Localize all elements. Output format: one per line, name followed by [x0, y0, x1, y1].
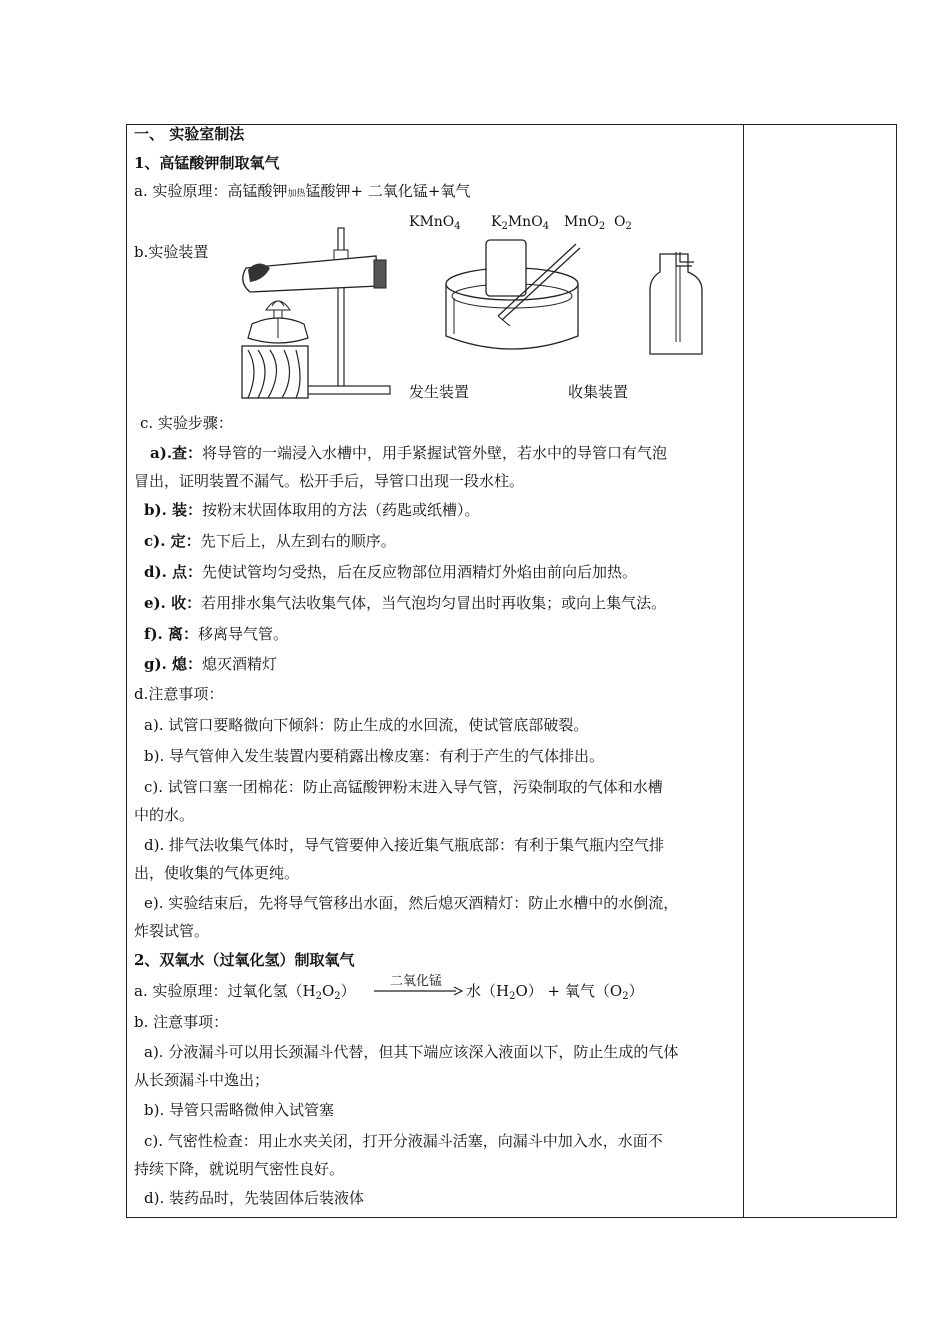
part2-principle: a. 实验原理：过氧化氢$(H_2O_2)$	[134, 982, 356, 1002]
step-load: b). 装：按粉末状固体取用的方法（药匙或纸槽）。	[144, 501, 480, 519]
generation-label: 发生装置	[409, 383, 470, 401]
part2-note-d: d). 装药品时，先装固体后装液体	[144, 1189, 364, 1207]
part2-products: 水$(H_2O)$ + 氧气$(O_2)$	[466, 982, 644, 1002]
catalyst-label: 二氧化锰	[390, 974, 443, 989]
note-d: d). 排气法收集气体时，导气管要伸入接近集气瓶底部：有利于集气瓶内空气排	[144, 836, 664, 854]
part2-note-c-cont: 持续下降，就说明气密性良好。	[134, 1160, 345, 1178]
table-column-divider	[743, 124, 744, 1218]
note-e: e). 实验结束后，先将导气管移出水面，然后熄灭酒精灯：防止水槽中的水倒流，	[144, 894, 679, 912]
step-remove: f). 离：移离导气管。	[144, 625, 289, 643]
generation-apparatus-drawing	[238, 220, 398, 402]
step-extinguish: g). 熄：熄灭酒精灯	[144, 655, 278, 673]
steps-title: c. 实验步骤：	[140, 414, 233, 432]
principle-prefix: a. 实验原理：高锰酸钾	[134, 182, 288, 200]
formula-kmno4: KMnO$_4$	[409, 214, 461, 232]
note-d-cont: 出，使收集的气体更纯。	[134, 864, 300, 882]
formula-mno2: MnO$_2$	[564, 214, 606, 232]
apparatus-label: b.实验装置	[134, 243, 209, 261]
section-title: 一、 实验室制法	[134, 125, 245, 143]
formula-k2mno4: $K_2MnO_4$	[491, 214, 550, 232]
notes-title: d.注意事项：	[134, 685, 224, 703]
formula-o2: $O_2$	[614, 214, 632, 232]
part1-principle	[134, 181, 470, 204]
part2-title: 2、双氧水（过氧化氢）制取氧气	[134, 951, 355, 969]
part2-note-a-cont: 从长颈漏斗中逸出；	[134, 1071, 270, 1089]
collection-bottle-drawing	[646, 250, 706, 360]
note-b: b). 导气管伸入发生装置内要稍露出橡皮塞：有利于产生的气体排出。	[144, 747, 604, 765]
note-e-cont: 炸裂试管。	[134, 922, 210, 940]
note-c-cont: 中的水。	[134, 806, 195, 824]
step-check-cont: 冒出，证明装置不漏气。松开手后，导管口出现一段水柱。	[134, 472, 525, 490]
principle-condition: 加热	[287, 189, 306, 199]
step-check: a).查：将导管的一端浸入水槽中，用手紧握试管外壁，若水中的导管口有气泡	[150, 444, 668, 462]
reaction-arrow	[374, 986, 464, 996]
part1-title: 1、高锰酸钾制取氧气	[134, 154, 280, 172]
note-a: a). 试管口要略微向下倾斜：防止生成的水回流，使试管底部破裂。	[144, 716, 589, 734]
part2-notes-title: b. 注意事项：	[134, 1013, 229, 1031]
step-fix: c). 定：先下后上，从左到右的顺序。	[144, 532, 396, 550]
part2-note-a: a). 分液漏斗可以用长颈漏斗代替，但其下端应该深入液面以下，防止生成的气体	[144, 1043, 679, 1061]
part2-note-b: b). 导管只需略微伸入试管塞	[144, 1101, 334, 1119]
note-c: c). 试管口塞一团棉花：防止高锰酸钾粉末进入导气管，污染制取的气体和水槽	[144, 778, 663, 796]
part2-note-c: c). 气密性检查：用止水夹关闭，打开分液漏斗活塞，向漏斗中加入水，水面不	[144, 1132, 663, 1150]
step-collect: e). 收：若用排水集气法收集气体，当气泡均匀冒出时再收集；或向上集气法。	[144, 594, 667, 612]
principle-suffix: 锰酸钾+ 二氧化锰+氧气	[305, 182, 471, 200]
collection-label: 收集装置	[568, 383, 629, 401]
step-ignite: d). 点：先使试管均匀受热，后在反应物部位用酒精灯外焰由前向后加热。	[144, 563, 638, 581]
collection-trough-drawing	[440, 238, 590, 362]
